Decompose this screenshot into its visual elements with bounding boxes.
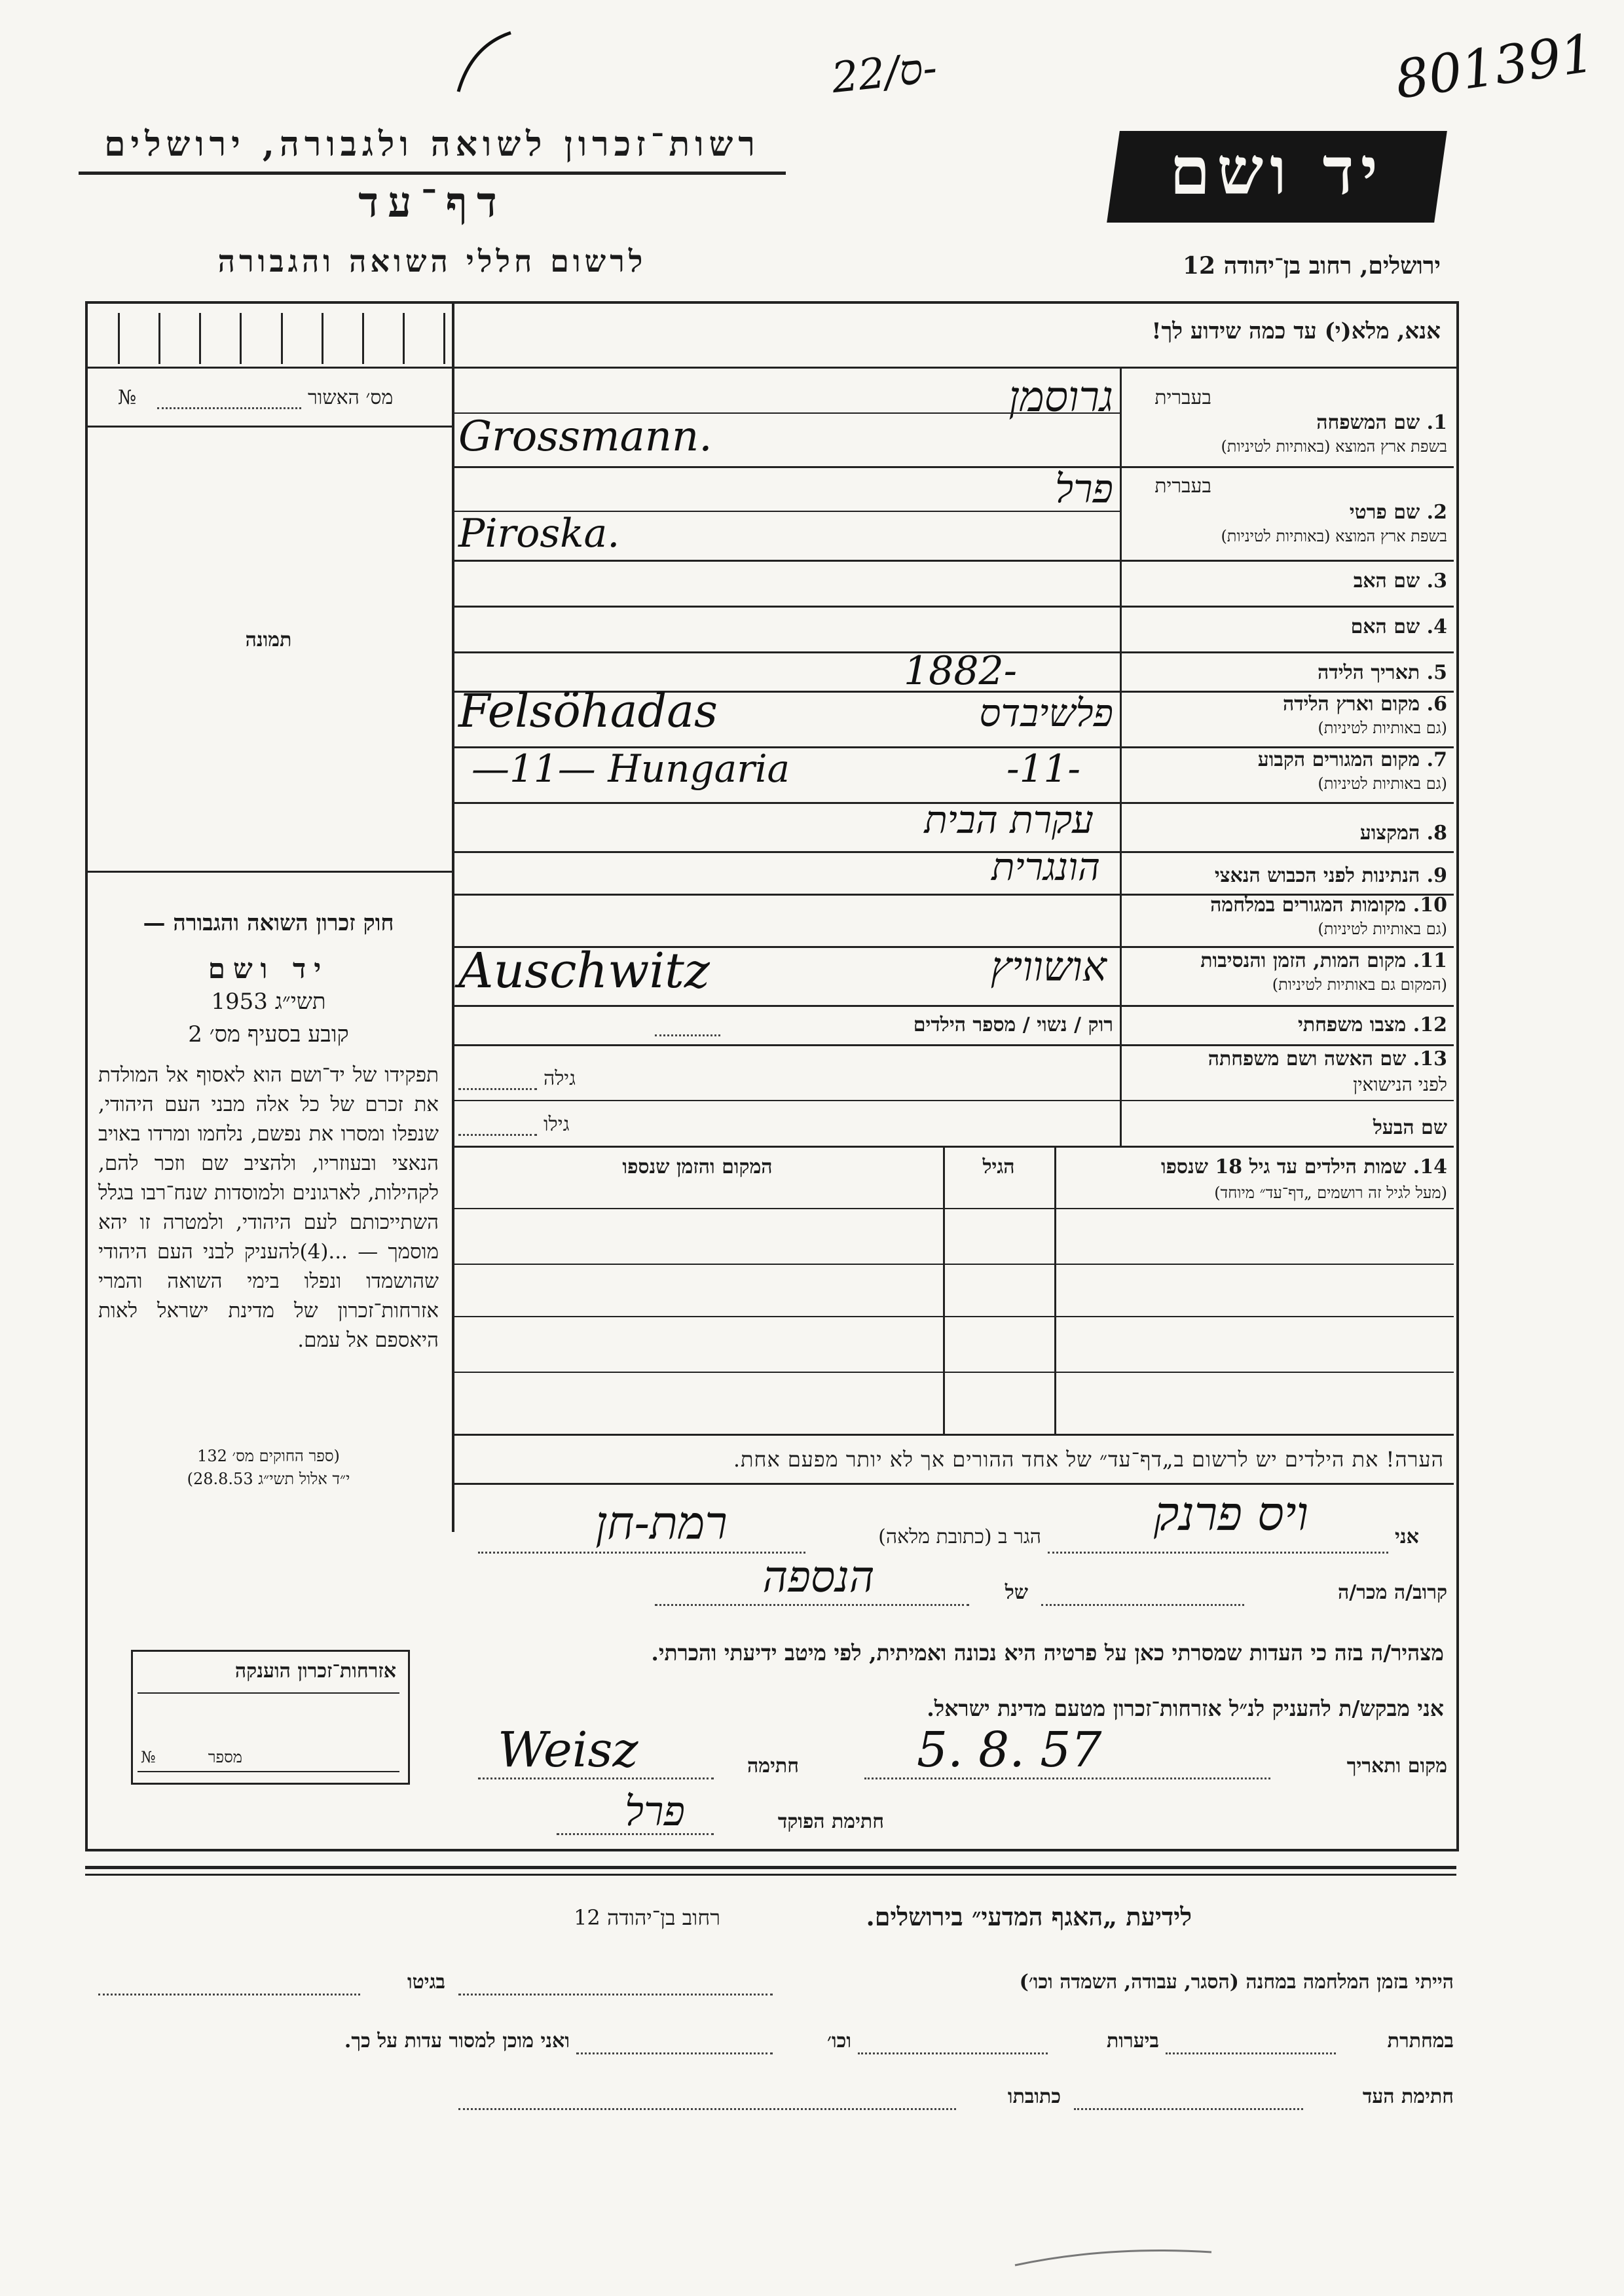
given-name-latin[interactable]: Piroska.	[458, 511, 620, 556]
citizenship-title: אזרחות־זכרון הוענקה	[234, 1660, 396, 1683]
husband-age-line[interactable]	[458, 1134, 537, 1136]
signature-value[interactable]: Weisz	[498, 1722, 638, 1778]
wife-age-label: גילה	[544, 1067, 576, 1090]
field-1-heb-tag: בעברית	[1154, 386, 1211, 409]
wife-age-line[interactable]	[458, 1088, 537, 1090]
footer-top-line-2	[85, 1874, 1456, 1876]
field-13-label: 13. שם האשה ושם משפחתה	[1208, 1048, 1447, 1070]
corner-number: 22/ס-	[829, 43, 940, 103]
field-10-label: 10. מקומות המגורים במלחמה	[1210, 894, 1447, 917]
birthplace-hebrew[interactable]: פלשיבדס	[979, 691, 1113, 735]
birth-date[interactable]: 1882-	[904, 648, 1017, 694]
field-2-heb-tag: בעברית	[1154, 475, 1211, 498]
record-boxes	[118, 313, 445, 364]
footer-top-line	[85, 1866, 1456, 1869]
place-date-label: מקום ותאריך	[1346, 1755, 1447, 1777]
approval-line[interactable]	[157, 407, 301, 409]
footer-line3-b: כתובתו	[1007, 2085, 1061, 2108]
pen-stroke-mark	[445, 26, 524, 98]
children-row-line-1[interactable]	[452, 1264, 1454, 1265]
law-reference-1: (ספר החוקים מס׳ 132	[197, 1447, 340, 1465]
photo-label: תמונה	[245, 629, 292, 651]
field-10-sub: (גם באותיות לטיניות)	[1318, 920, 1447, 938]
approval-divider	[85, 426, 452, 428]
signature-line	[478, 1777, 714, 1779]
form-subtitle: לרשום חללי השואה והגבורה	[217, 244, 647, 279]
children-table-bottom	[452, 1434, 1454, 1436]
field-9-label: 9. הנתינות לפני הכבוש הנאצי	[1214, 864, 1447, 887]
footer-line2-d: ואני מוכן למסור עדות על כך.	[344, 2030, 570, 2052]
row-13-divider	[452, 1100, 1454, 1101]
footer-line1-b: בגיטו	[407, 1971, 445, 1994]
ghetto-line[interactable]	[98, 1994, 360, 1995]
footer-line1-a: הייתי בזמן המלחמה במחנה (הסגר, עבודה, השמדה וכו׳)	[1019, 1971, 1454, 1994]
row-husband-divider	[452, 1146, 1454, 1148]
org-address: ירושלים, רחוב בן־יהודה 12	[1182, 252, 1441, 280]
row-3-divider	[452, 606, 1454, 608]
law-clause: קובע בסעיף מס׳ 2	[188, 1021, 349, 1048]
children-age-divider	[943, 1146, 945, 1434]
forests-line[interactable]	[858, 2052, 1048, 2054]
row-2-divider	[452, 560, 1454, 562]
citizenship-number-line[interactable]	[138, 1771, 399, 1772]
birthplace-latin[interactable]: Felsöhadas	[458, 684, 718, 738]
note-divider	[452, 1483, 1454, 1485]
field-3-label: 3. שם האב	[1353, 570, 1447, 592]
intro-row-divider	[85, 367, 1456, 369]
note-text: הערה! את הילדים יש לרשום ב„דף־עד״ של אחד ההורים אך לא יותר מפעם אחת.	[733, 1447, 1444, 1472]
field-2-label: 2. שם פרטי	[1349, 501, 1447, 524]
field-11-label: 11. מקום המות, הזמן והנסיבות	[1200, 949, 1447, 972]
law-reference-2: י״ד אלול תשי״ג 28.8.53)	[187, 1470, 350, 1488]
death-place-hebrew[interactable]: אושוויץ	[990, 943, 1107, 991]
approval-no: №	[118, 386, 137, 409]
children-header-line	[452, 1208, 1454, 1209]
row-12-divider	[452, 1044, 1454, 1046]
declaration-statement-2: אני מבקש/ת להעניק לנ״ל אזרחות־זכרון מטעם מדינת ישראל.	[927, 1696, 1444, 1721]
form-title: דף־עד	[358, 178, 506, 227]
children-sub: (מעל לגיל זה רושמים „דף־עד״ מיוחד)	[1214, 1184, 1447, 1202]
given-name-hebrew[interactable]: פרל	[1055, 466, 1113, 512]
nationality[interactable]: הונגרית	[991, 845, 1100, 889]
underground-line[interactable]	[1166, 2052, 1336, 2054]
children-place-header: המקום והזמן שנספו	[622, 1156, 773, 1178]
death-place-latin[interactable]: Auschwitz	[458, 943, 710, 999]
field-12-label: 12. מצבו משפחתי	[1298, 1013, 1447, 1036]
relative-line[interactable]	[1041, 1604, 1244, 1606]
marital-status-options[interactable]: רוק / נשוי / מספר הילדים	[913, 1013, 1113, 1036]
residence-hebrew[interactable]: -11-	[1006, 746, 1080, 791]
declaration-resides-label: הגר ב (כתובת מלאה)	[878, 1525, 1041, 1548]
label-column-divider	[1120, 367, 1122, 1146]
left-panel-divider	[452, 301, 454, 1532]
authority-underline	[79, 172, 786, 175]
declaration-statement-1: מצהיר/ה בזה כי העדות שמסרתי כאן על פרטיה היא נכונה ואמיתית, לפי מיטב ידיעתי והכרתי.	[651, 1640, 1444, 1666]
officer-line	[557, 1833, 714, 1835]
husband-age-label: גילו	[544, 1113, 570, 1136]
field-5-label: 5. תאריך הלידה	[1318, 661, 1447, 684]
field-4-label: 4. שם האם	[1350, 615, 1447, 638]
declaration-relative-label: קרוב/ה מכר/ה	[1338, 1581, 1447, 1604]
law-year: תשי״ג 1953	[211, 989, 326, 1015]
field-11-sub: (המקום גם באותיות לטיניות)	[1272, 975, 1447, 994]
footer-line2-c: וכו׳	[827, 2030, 851, 2052]
profession[interactable]: עקרת הבית	[924, 797, 1094, 842]
field-13-sub: לפני הנישואין	[1353, 1074, 1447, 1095]
footer-title: לידיעת „האגף המדעי״ בירושלים.	[866, 1902, 1192, 1931]
footer-line2-b: ביערות	[1106, 2030, 1159, 2052]
family-name-hebrew[interactable]: גרוסמן	[1008, 373, 1113, 422]
photo-divider	[85, 871, 452, 873]
footer-line3-a: חתימת העד	[1362, 2085, 1454, 2108]
field-1-label: 1. שם המשפחה	[1316, 411, 1447, 434]
children-count-line[interactable]	[655, 1034, 720, 1036]
citizenship-no: №	[141, 1748, 156, 1766]
field-2-sub: בשפת ארץ המוצא (באותיות לטיניות)	[1221, 527, 1447, 545]
citizenship-title-underline	[138, 1692, 399, 1694]
field-6-label: 6. מקום וארץ הלידה	[1282, 693, 1447, 716]
family-name-latin[interactable]: Grossmann.	[458, 412, 712, 461]
field-1-sub: בשפת ארץ המוצא (באותיות לטיניות)	[1221, 437, 1447, 456]
place-date-line	[864, 1777, 1270, 1779]
declarant-address[interactable]: רמת-חן	[595, 1496, 728, 1550]
residence-latin[interactable]: —11— Hungaria	[471, 746, 790, 791]
row-11-divider	[452, 1005, 1454, 1007]
children-row-line-2[interactable]	[452, 1316, 1454, 1317]
intro-text: אנא, מלא(י) עד כמה שידוע לך!	[1151, 318, 1441, 344]
husband-label: שם הבעל	[1373, 1116, 1447, 1139]
signature-label: חתימה	[747, 1755, 799, 1777]
law-name: יד ושם	[208, 953, 329, 985]
officer-label: חתימת הפוקד	[777, 1810, 884, 1833]
authority-name: רשות־זכרון לשואה ולגבורה, ירושלים	[104, 124, 760, 164]
witness-address-line[interactable]	[458, 2108, 956, 2110]
citizenship-number-label: מספר	[208, 1748, 242, 1766]
document-id: 801391	[1392, 22, 1598, 111]
stray-pen-mark	[1008, 2239, 1218, 2278]
law-title: חוק זכרון השואה והגבורה —	[143, 910, 394, 936]
declaration-of-label: של	[1005, 1581, 1028, 1604]
field-7-label: 7. מקום המגורים הקבוע	[1257, 748, 1447, 771]
children-row-line-3[interactable]	[452, 1372, 1454, 1373]
footer-address: רחוב בן־יהודה 12	[574, 1905, 720, 1930]
declarant-name[interactable]: ויס פרנק	[1153, 1486, 1309, 1541]
footer-line2-a: במחתרת	[1387, 2030, 1454, 2052]
declaration-i-label: אני	[1395, 1525, 1419, 1548]
etc-line[interactable]	[576, 2052, 773, 2054]
law-text: תפקידו של יד־ושם הוא לאסוף אל המולדת את זכרם של כל אלה מבני העם היהודי, שנפלו ומסרו את נפשם, נלחמו ומרדו באויב הנאצי ובעוזריו, ולהציב שם וזכר להם, לקהילות, לארגונים ולמוסדות שנח־רבו בגלל השתייכותם לעם היהודי, ולמטרה זו יהא מוסמך — ...(4)להעניק לבני העם היהודי שהושמדו ונפלו בימי השואה והמרי אזרחות־זכרון של מדינת ישראל לאות היאספם אל עמם.	[98, 1063, 439, 1352]
field-6-sub: (גם באותיות לטיניות)	[1318, 719, 1447, 737]
approval-label: מס׳ האשור	[308, 386, 394, 409]
logo-text: יד ושם	[1170, 132, 1384, 210]
children-name-divider	[1054, 1146, 1056, 1434]
officer-signature[interactable]: פרל	[625, 1787, 685, 1835]
field-7-sub: (גם באותיות לטיניות)	[1318, 774, 1447, 793]
witness-signature-line[interactable]	[1074, 2108, 1303, 2110]
children-label: 14. שמות הילדים עד גיל 18 שנספו	[1160, 1156, 1447, 1178]
declarant-name-line	[1048, 1552, 1388, 1554]
camp-line[interactable]	[458, 1994, 773, 1995]
relation-value[interactable]: הנספה	[762, 1552, 875, 1602]
field-8-label: 8. המקצוע	[1359, 822, 1447, 845]
date-value[interactable]: 5. 8. 57	[917, 1722, 1102, 1778]
relation-line	[655, 1604, 969, 1606]
children-age-header: הגיל	[982, 1156, 1015, 1178]
